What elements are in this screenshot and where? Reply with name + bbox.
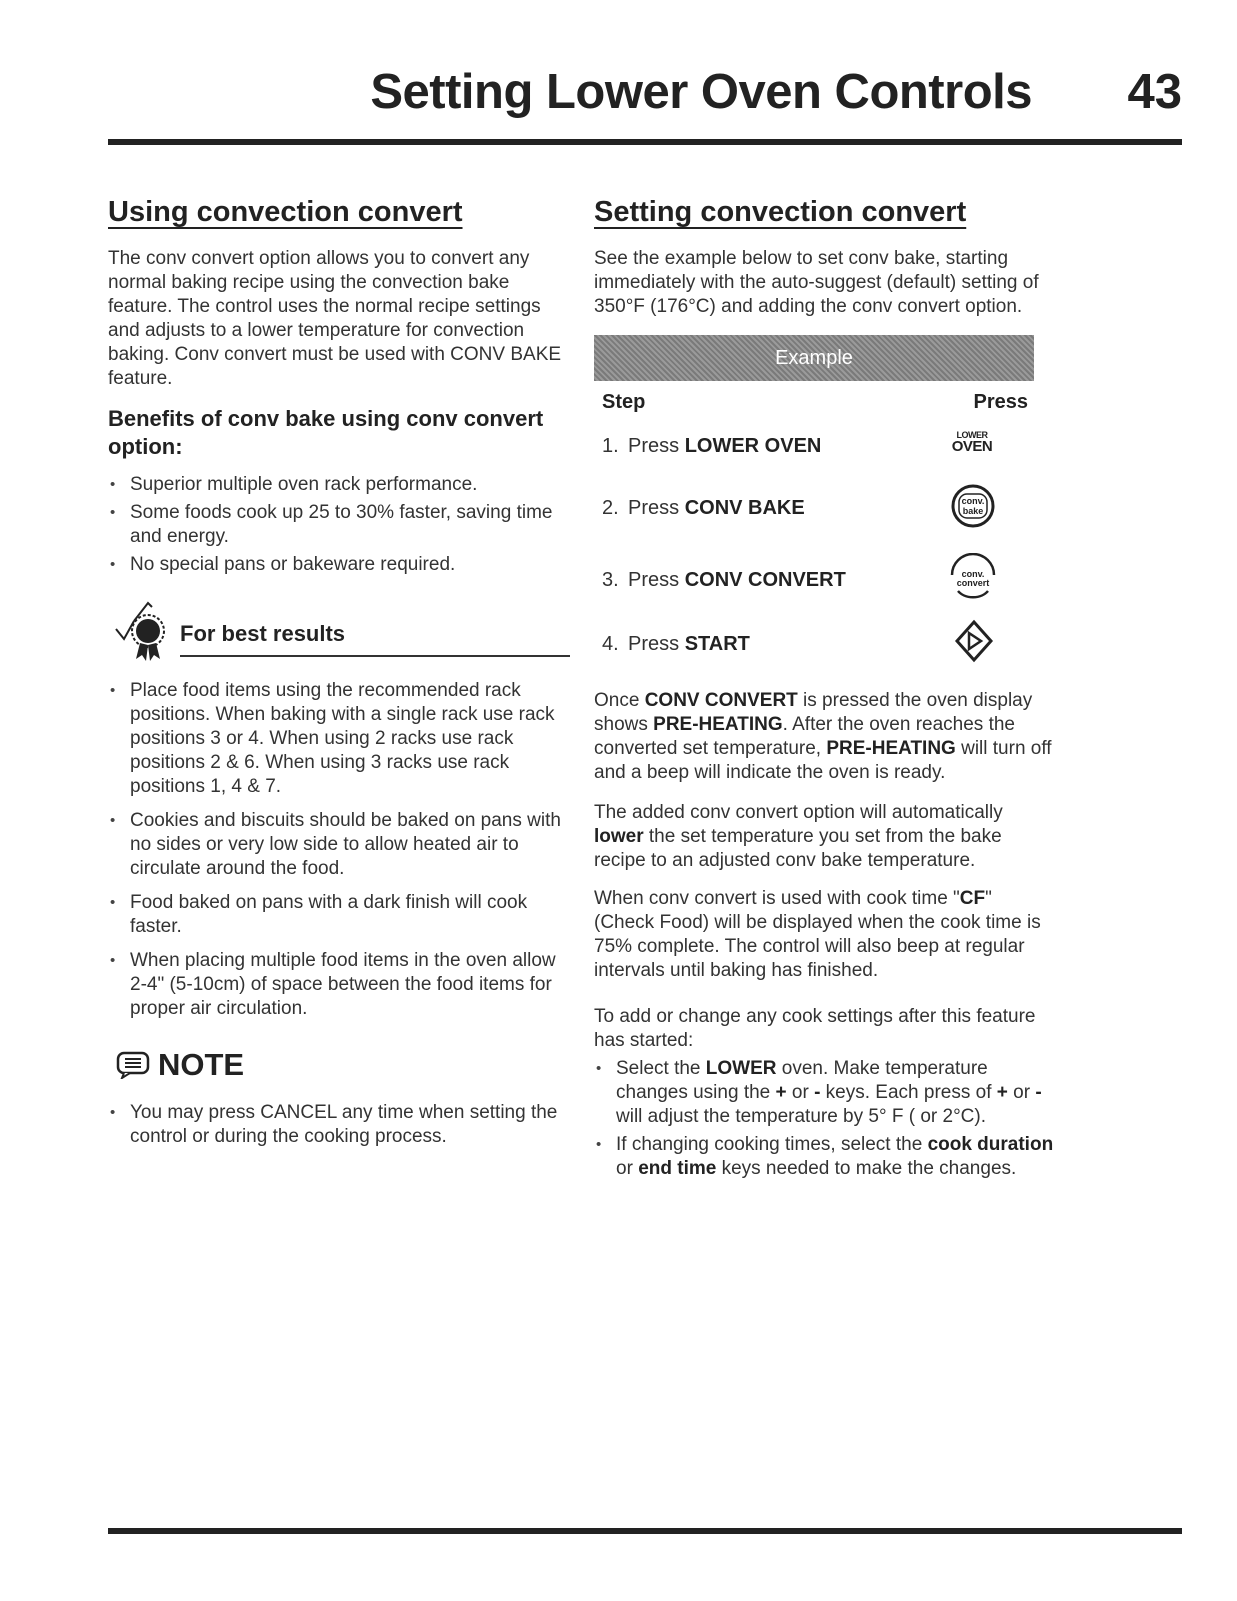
award-ribbon-icon [108,599,168,663]
note-list [108,1101,570,1149]
list-item: • You may press CANCEL any time when setting the control or during the cooking process. [108,1101,570,1149]
press-column-label: Press [973,391,1028,413]
right-column [594,196,1056,1185]
best-results-title: For best results [180,621,346,646]
best-results-header [108,599,570,663]
page-number: 43 [1127,65,1182,119]
best-results-list [108,679,570,1021]
note-icon [116,1051,150,1079]
step-row [594,417,1056,475]
section-heading-using: Using convection convert [108,196,463,228]
svg-text:bake: bake [962,506,984,516]
list-item: • No special pans or bakeware required. [108,553,570,577]
divider [180,655,570,657]
page-title: Setting Lower Oven Controls [370,65,1032,119]
conv-convert-key-icon [946,553,1000,603]
step-number: 1. [602,435,619,457]
change-settings-list [594,1057,1056,1181]
list-item: • Superior multiple oven rack performance. [108,473,570,497]
step-row [594,617,1056,681]
footer-rule [108,1528,1182,1534]
step-column-label: Step [602,391,646,413]
note-title: NOTE [158,1047,245,1082]
step-row [594,545,1056,617]
svg-text:conv.: conv. [961,569,985,579]
steps-header [594,387,1056,417]
conv-bake-key-icon [950,483,996,529]
example-label: Example [775,346,853,369]
list-item: • Select the LOWER oven. Make temperature changes using the + or - keys. Each press of + or - will adjust the temperature by 5° F ( or 2°C). [594,1057,1056,1129]
intro-paragraph: See the example below to set conv bake, starting immediately with the auto-suggest (default) setting of 350°F (176°C) and adding the conv convert option. [594,248,1039,317]
start-key-icon [954,619,994,663]
preheating-paragraph: Once CONV CONVERT is pressed the oven display shows PRE-HEATING. After the oven reaches the converted set temperature, PRE-HEATING will turn off and a beep will indicate the oven is ready. [594,690,1052,783]
left-column [108,196,570,1159]
intro-paragraph: The conv convert option allows you to convert any normal baking recipe using the convection bake feature. The control uses the normal recipe settings and adjusts to a lower temperature for convection baking. Conv convert must be used with CONV BAKE feature. [108,248,562,389]
svg-text:convert: convert [956,578,990,588]
step-text: Press START [628,633,750,655]
list-item: • If changing cooking times, select the cook duration or end time keys needed to make the changes. [594,1133,1056,1181]
step-row [594,475,1056,545]
header-rule [108,139,1182,145]
page-header [108,60,1182,144]
svg-text:conv.: conv. [961,496,985,506]
step-text: Press CONV BAKE [628,497,805,519]
step-number: 3. [602,569,619,591]
check-food-paragraph: When conv convert is used with cook time "CF" (Check Food) will be displayed when the cook time is 75% complete. The control will also beep at regular intervals until baking has finished. [594,888,1041,981]
list-item: • When placing multiple food items in the oven allow 2-4" (5-10cm) of space between the food items for proper air circulation. [108,949,570,1021]
list-item: • Place food items using the recommended rack positions. When baking with a single rack use rack positions 3 or 4. When using 2 racks use rack positions 2 & 6. When using 3 racks use rack positions 1, 4 & 7. [108,679,570,799]
list-item: • Some foods cook up 25 to 30% faster, saving time and energy. [108,501,570,549]
list-item: • Cookies and biscuits should be baked on pans with no sides or very low side to allow heated air to circulate around the food. [108,809,570,881]
step-number: 4. [602,633,619,655]
list-item: • Food baked on pans with a dark finish will cook faster. [108,891,570,939]
note-header [108,1047,570,1083]
example-banner [594,335,1034,381]
step-number: 2. [602,497,619,519]
lower-temp-paragraph: The added conv convert option will automatically lower the set temperature you set from the bake recipe to an adjusted conv bake temperature. [594,802,1003,871]
lower-oven-key-icon: LOWER OVEN [951,430,993,455]
section-heading-setting: Setting convection convert [594,196,967,228]
benefits-heading: Benefits of conv bake using conv convert option: [108,406,544,459]
benefits-list [108,473,570,577]
step-text: Press LOWER OVEN [628,435,822,457]
change-settings-paragraph: To add or change any cook settings after this feature has started: [594,1006,1036,1051]
step-text: Press CONV CONVERT [628,569,846,591]
